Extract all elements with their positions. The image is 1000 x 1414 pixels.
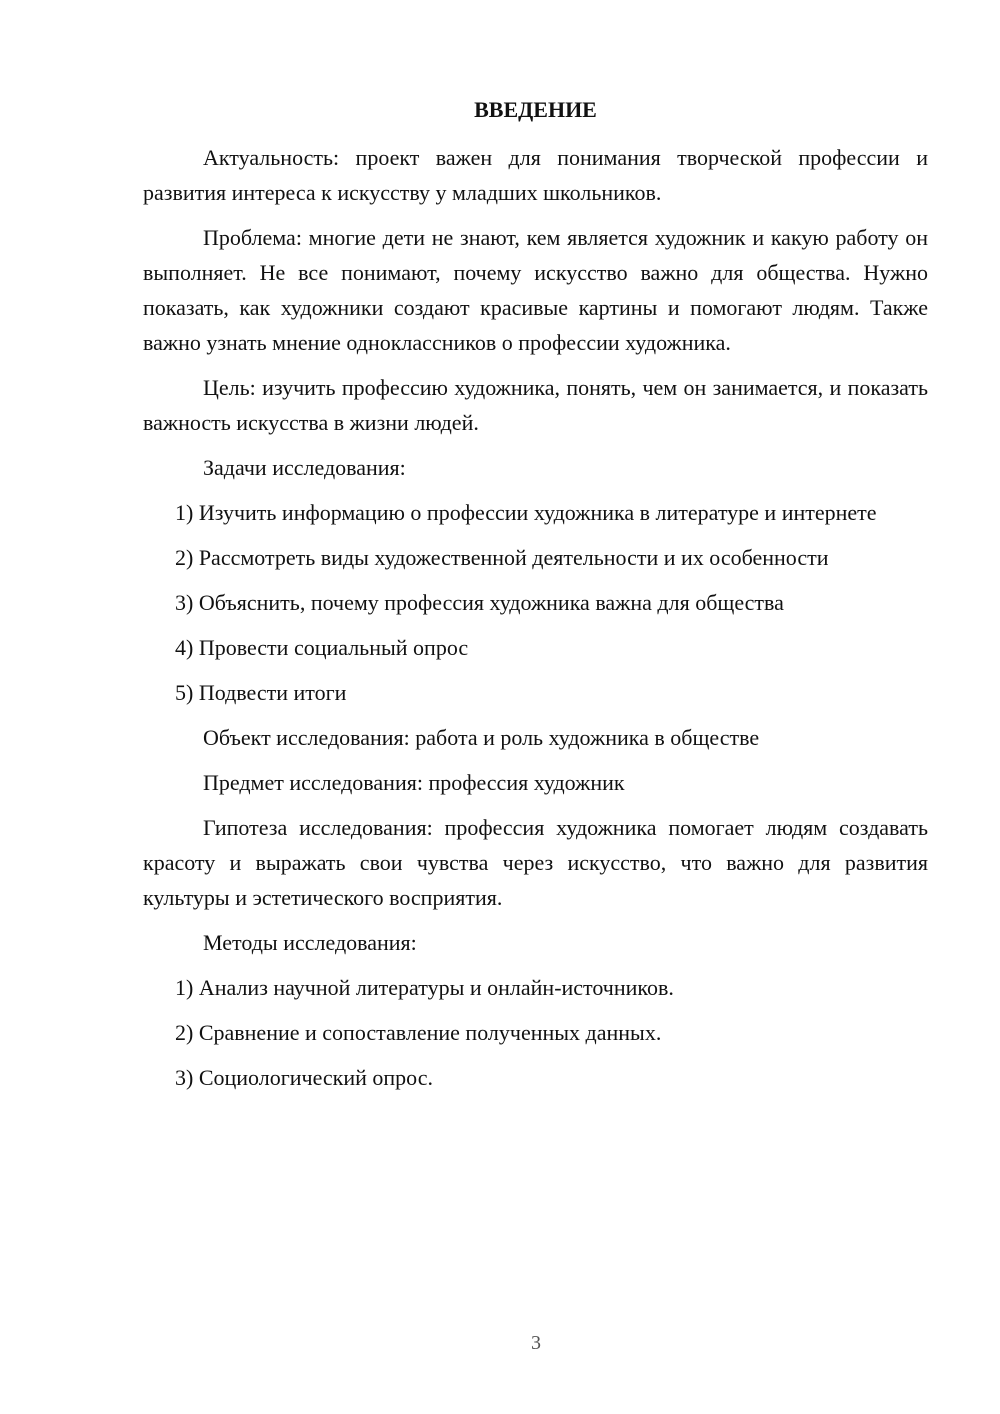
hypothesis-paragraph: Гипотеза исследования: профессия художника помогает людям создавать красоту и выражать свои чувства через искусство, что важно для развития культуры и эстетического восприятия.	[143, 815, 928, 910]
task-item: 1) Изучить информацию о профессии художника в литературе и интернете	[175, 500, 877, 525]
subject-paragraph: Предмет исследования: профессия художник	[203, 770, 625, 795]
section-title: ВВЕДЕНИЕ	[474, 97, 597, 122]
method-item: 2) Сравнение и сопоставление полученных данных.	[175, 1020, 662, 1045]
method-item: 3) Социологический опрос.	[175, 1065, 433, 1090]
task-item: 3) Объяснить, почему профессия художника важна для общества	[175, 590, 784, 615]
problem-paragraph: Проблема: многие дети не знают, кем является художник и какую работу он выполняет. Не все понимают, почему искусство важно для общества. Нужно показать, как художники создают красивые картины и помогают людям. Также важно узнать мнение одноклассников о профессии художника.	[143, 225, 928, 355]
task-item: 4) Провести социальный опрос	[175, 635, 469, 660]
task-item: 5) Подвести итоги	[175, 680, 347, 705]
page-number: 3	[531, 1332, 541, 1354]
object-paragraph: Объект исследования: работа и роль художника в обществе	[203, 725, 760, 750]
method-item: 1) Анализ научной литературы и онлайн-источников.	[175, 975, 674, 1000]
goal-paragraph: Цель: изучить профессию художника, понять, чем он занимается, и показать важность искусства в жизни людей.	[143, 375, 928, 435]
methods-heading: Методы исследования:	[203, 930, 417, 955]
relevance-paragraph: Актуальность: проект важен для понимания творческой профессии и развития интереса к искусству у младших школьников.	[143, 145, 928, 205]
document-page	[143, 95, 928, 1105]
tasks-heading: Задачи исследования:	[203, 455, 406, 480]
task-item: 2) Рассмотреть виды художественной деятельности и их особенности	[175, 545, 829, 570]
